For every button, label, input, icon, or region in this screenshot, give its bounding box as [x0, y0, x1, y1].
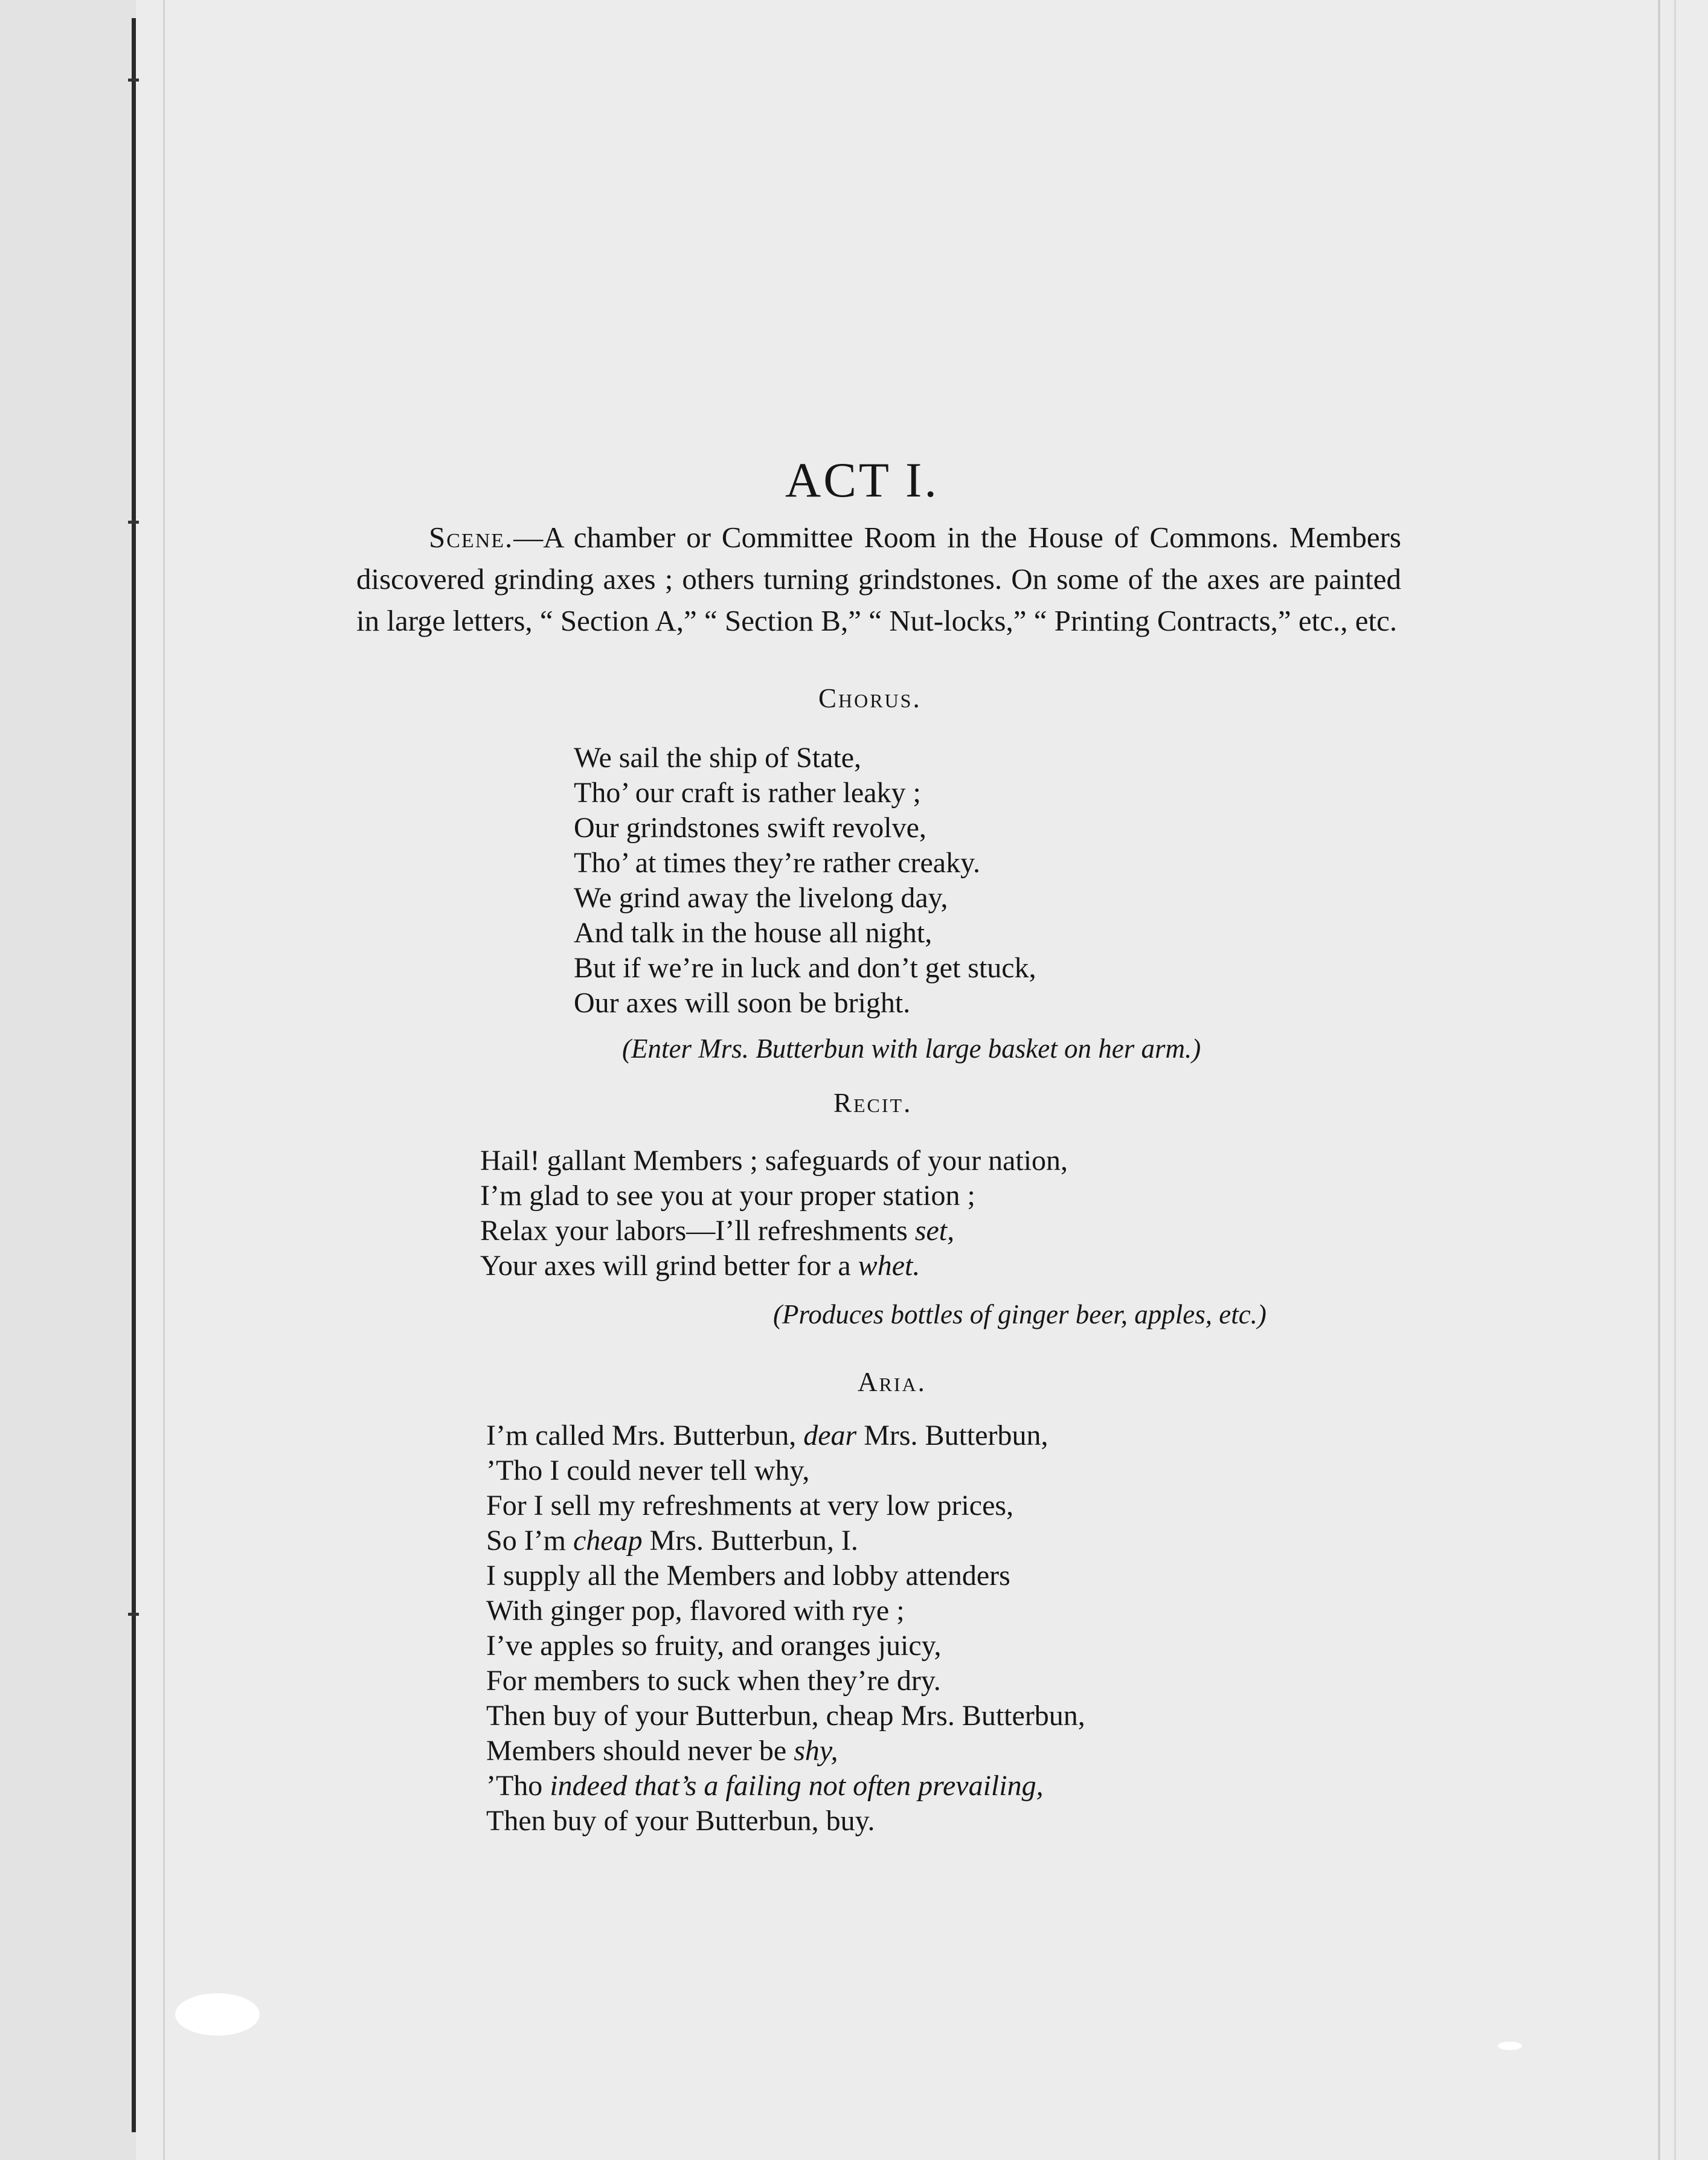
chorus-heading: Chorus.	[818, 683, 922, 713]
verse-line: ’Tho indeed that’s a failing not often prevailing,	[486, 1770, 1044, 1802]
verse-line: We sail the ship of State,	[574, 742, 862, 774]
recit-verse	[480, 1143, 1068, 1284]
verse-line: Then buy of your Butterbun, cheap Mrs. Butterbun,	[486, 1700, 1085, 1732]
verse-line: But if we’re in luck and don’t get stuck,	[574, 952, 1036, 984]
recit-heading: Recit.	[833, 1088, 913, 1118]
scene-text: —A chamber or Committee Room in the House of Commons. Members discovered grinding axes ; others turning grindstones. On some of the axes are painted in large letters, “ Section A,” “ Section B,” “ Nut-locks,” “ Printing Contracts,” etc., etc.	[356, 521, 1401, 637]
verse-line: Your axes will grind better for a whet.	[480, 1250, 920, 1282]
left-page-margin	[0, 0, 136, 2160]
scene-label: Scene.	[429, 521, 514, 554]
aria-verse	[486, 1418, 1085, 1839]
verse-line: Hail! gallant Members ; safeguards of your nation,	[480, 1145, 1068, 1177]
verse-line: Our grindstones swift revolve,	[574, 812, 926, 844]
verse-line: Relax your labors—I’ll refreshments set,	[480, 1215, 955, 1247]
act-title: ACT I.	[785, 452, 939, 507]
chorus-verse	[574, 741, 1036, 1021]
binding-mark	[128, 1613, 139, 1616]
page-right-edge	[1658, 0, 1660, 2160]
stage-direction: (Enter Mrs. Butterbun with large basket on her arm.)	[622, 1033, 1201, 1064]
stage-direction: (Produces bottles of ginger beer, apples, etc.)	[773, 1299, 1267, 1329]
verse-line: We grind away the livelong day,	[574, 882, 948, 914]
binding-mark	[128, 521, 139, 524]
verse-line: And talk in the house all night,	[574, 917, 933, 949]
binding-mark	[128, 79, 139, 82]
binding-gutter-line	[132, 18, 136, 2132]
aria-heading: Aria.	[858, 1367, 926, 1397]
verse-line: Then buy of your Butterbun, buy.	[486, 1805, 875, 1837]
verse-line: ’Tho I could never tell why,	[486, 1454, 810, 1487]
verse-line: I’m called Mrs. Butterbun, dear Mrs. Butterbun,	[486, 1419, 1048, 1451]
verse-line: With ginger pop, flavored with rye ;	[486, 1595, 905, 1627]
scan-speck	[1498, 2042, 1522, 2050]
scene-description	[356, 516, 1401, 641]
binding-shadow-line	[163, 0, 165, 2160]
verse-line: Tho’ at times they’re rather creaky.	[574, 847, 980, 879]
verse-line: Members should never be shy,	[486, 1735, 838, 1767]
verse-line: I supply all the Members and lobby attenders	[486, 1560, 1010, 1592]
verse-line: Our axes will soon be bright.	[574, 987, 911, 1019]
scan-speck	[175, 1993, 260, 2036]
verse-line: I’ve apples so fruity, and oranges juicy,	[486, 1630, 942, 1662]
verse-line: So I’m cheap Mrs. Butterbun, I.	[486, 1525, 858, 1557]
verse-line: Tho’ our craft is rather leaky ;	[574, 777, 921, 809]
verse-line: I’m glad to see you at your proper station ;	[480, 1180, 975, 1212]
verse-line: For members to suck when they’re dry.	[486, 1665, 941, 1697]
verse-line: For I sell my refreshments at very low prices,	[486, 1490, 1014, 1522]
page-right-edge-outer	[1674, 0, 1676, 2160]
